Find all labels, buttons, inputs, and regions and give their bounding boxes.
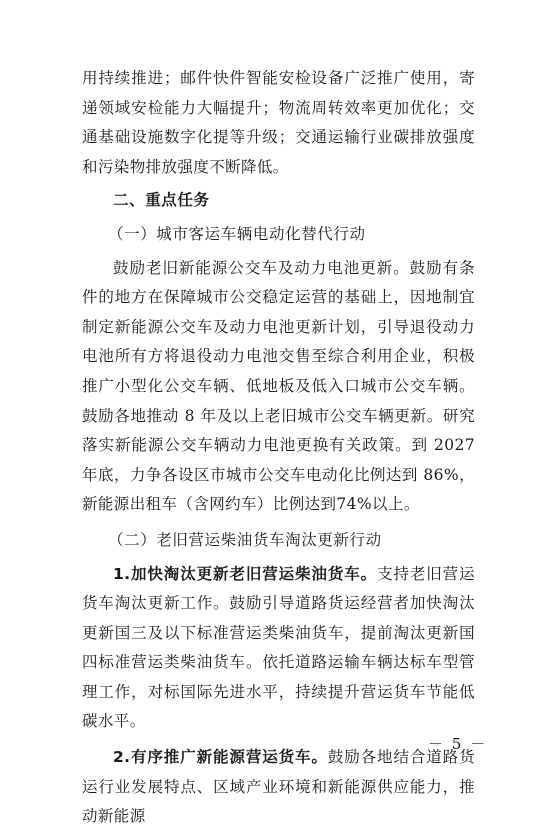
continuation-paragraph: 用持续推进；邮件快件智能安检设备广泛推广使用，寄递领域安检能力大幅提升；物流周转效率更加优化；交通基础设施数字化提等升级；交通运输行业碳排放强度和污染物排放强度不断降低。 [82, 69, 475, 176]
subsection-2-heading: （二）老旧营运柴油货车淘汰更新行动 [108, 530, 382, 549]
item-1-paragraph [82, 560, 475, 738]
page-number: － 5 － [428, 735, 488, 753]
item-2-body: 鼓励各地结合道路货运行业发展特点、区域产业环境和新能源供应能力，推动新能源 [82, 748, 475, 826]
item-1-lead: 1.加快淘汰更新老旧营运柴油货车。 [113, 564, 378, 583]
item-2-paragraph [82, 743, 475, 832]
subsection-1-heading: （一）城市客运车辆电动化替代行动 [108, 224, 366, 243]
subsection-1-paragraph: 鼓励老旧新能源公交车及动力电池更新。鼓励有条件的地方在保障城市公交稳定运营的基础上，因地制宜制定新能源公交车及动力电池更新计划，引导退役动力电池所有方将退役动力电池交售至综合利用企业，积极推广小型化公交车辆、低地板及低入口城市公交车辆。鼓励各地推动 8 年及以上老旧城市公交车辆更新。研究落实新能源公交车辆动力电池更换有关政策。到 2027 年底，力争各设区市城市公交车电动化比例达到 86%，新能源出租车（含网约车）比例达到74%以上。 [82, 258, 475, 514]
section-heading: 二、重点任务 [113, 191, 210, 210]
document-body [82, 64, 475, 832]
item-2-lead: 2.有序推广新能源营运货车。 [113, 748, 328, 767]
item-1-body: 支持老旧营运货车淘汰更新工作。鼓励引导道路货运经营者加快淘汰更新国三及以下标准营运类柴油货车，提前淘汰更新国四标准营运类柴油货车。依托道路运输车辆达标车型管理工作，对标国际先进水平，持续提升营运货车节能低碳水平。 [82, 564, 475, 731]
